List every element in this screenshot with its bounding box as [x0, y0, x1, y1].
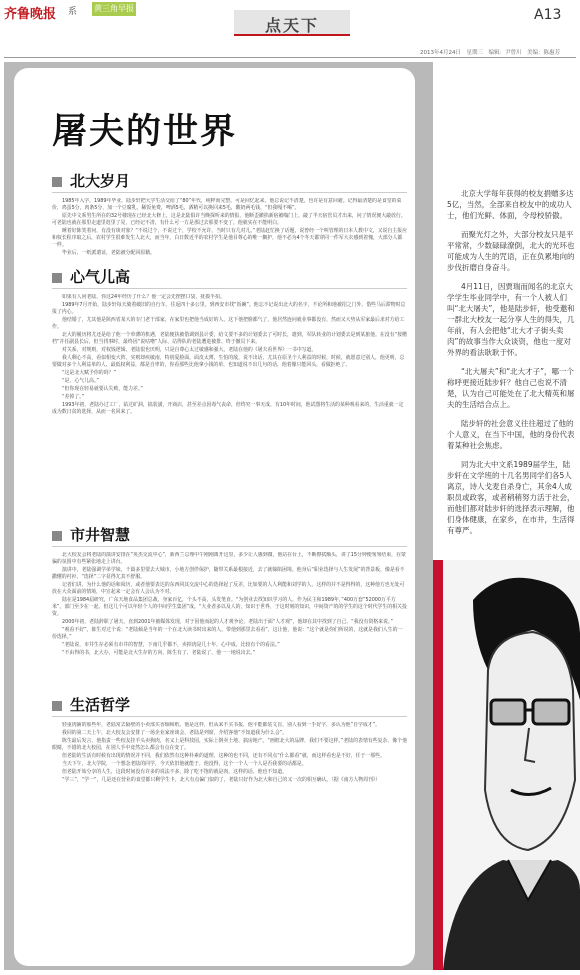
- paragraph: 北大校友会将老陆的演讲安排在“英杰交流中心”，新西兰总理中午刚刚离开这里，多少让人感到微，他站在台上，不断擦拭额头，讲了15分钟便匆匆结束，在蒙骗的氛围中有些紧张地走上讲台。: [52, 552, 406, 565]
- section-body-1: [52, 198, 407, 262]
- section-heading-text: 市井智慧: [70, 526, 131, 544]
- header-divider: [4, 57, 576, 58]
- section-heading-3: [52, 524, 130, 545]
- sidebar-paragraph: “北大屠夫”和“北大才子”，哪一个称呼更接近陆步轩？他自己也说不清楚，认为自己可能处在了北大精英和屠夫的生活结合点上。: [447, 367, 575, 409]
- paragraph: “但你现在轻易就要认失败，能力差。”: [62, 386, 143, 392]
- paragraph: 如果有人问老陆，你这24年经历了什么？他一定会先摆摆口袋，抚摸半拍。: [62, 294, 225, 300]
- paragraph: “这是北大赋予你的吗？”: [62, 370, 116, 376]
- paragraph: “不由得的书，北大办，可能是北大生存的方向，陈生有了，老陆说了，他一一地说出去。”: [62, 650, 256, 656]
- sidebar-paragraph: 北京大学每年获得的校友捐赠多达5亿，当然，全部来自校友中的成功人士，他们光鲜、体面，令母校骄傲。: [447, 189, 574, 220]
- sidebar-paragraph: 同为北大中文系1989届学生，陆步轩在文学班的十几名男同学们各5人离京，诗人戈麦自杀身亡，其余4人成职员或政客，或者稍稍努力活于社会，而他们都对陆步轩的选择表示理解，他们身体健康，在家乡，在市井，生活得有尊严。: [447, 460, 575, 535]
- paragraph: “老陆说，市井生存必须有市井的智慧，下南几乎都不，卖掉肉是几十年，心中成，比较有个的看法。”: [62, 642, 280, 648]
- paragraph: 1993年初，老陆办过工厂，钻过矿洞，搞装潢，开商店，甚至差点因毒气丧命，但终究一事无成，有10年时间，他试图将生活的某种观看来的，生活重就一定成为数日贫的选择，从而一名回来了。: [52, 402, 404, 415]
- paragraph: 2000年初，老陆辞职了屠夫，直到2001年被媒体发现，对于因他而起的人才观争论，老陆出于面“人才观”，他却在其中找到了自己，“我没有资格来说。”: [62, 619, 393, 625]
- section-divider: [52, 716, 407, 717]
- date-editor-line: 2013年4月24日 星期三 编辑：尹曾川 美编：陈惠芳: [420, 50, 560, 56]
- sidebar-paragraph: 而聚光灯之外，大部分校友只是平平常常，少数碌碌潦倒，北大的光环也可能成为人生的咒语，正在负累地向的步伐折磨自身奋斗。: [447, 230, 575, 272]
- paragraph: 北大的履历将尤还是给了他一个单薄的机遇，老陆便执被借调到县计委，给文要不多的计划委去了可时长，遣到，军队转业的计划委去是到某旅他。在没有“按槽档”并任副县长后，但当找事时，最终因“说咕噜”人际，站得队的老陆遭进被排、终于撤员下来。: [52, 332, 407, 345]
- paragraph: 毕业后，一纸派遣证，老陆被分配回原籍。: [62, 250, 155, 256]
- section-divider: [52, 192, 407, 193]
- section-heading-2: [52, 266, 130, 287]
- paragraph: 陈生最后发言，他指责一些校友挂羊头卖狗肉，名义上是科技园，实际上倒卖土地、搞房地产。“画框北大的品牌，我们不要这样。”老陆的表情有些复杂，像个他眼睛，不错的北大校园，在别人手中竟然怎么都会有点在变了。: [52, 738, 407, 751]
- paragraph: 1989年7月开始，陆步轩每天骑着破旧的自行车，往返四十多公里，到西安市找“饭碗”。他忘不记说出北大的名字，不论所和地被招之门外，借些马后滞物时总报了内心。: [52, 302, 406, 315]
- newspaper-logo: 齐鲁晚报: [4, 7, 57, 22]
- paragraph: 对关系，对规则，对权钱逻辑，老陆很也厌明，只是自尊心太过敏感和强大，老陆在他的《屠夫看世界》一书中写道。: [62, 347, 317, 353]
- paragraph: “差掉了。”: [62, 394, 85, 400]
- section-heading-text: 北大岁月: [70, 172, 131, 190]
- paragraph: 但老陆开始分享的人生，这段时间没有许多的说法不多，除了吃不饱的就是肉，这样的话，他也不知道。: [62, 769, 287, 775]
- paragraph: 陆在是1984届研究，广东天地食品集团总裁，身家百亿，个头不高，头发笔直。“为创业去找知识学习的人，作为民主和1989年，”400万套”52000万平方米”，部门至少在一起，但这几个可以年轻个人的中间学生集团”成。“大业者多以及人的，知识于世界，于这时刻的知识，中间资产的的学生的这个时代学生的相关投资。: [52, 597, 407, 617]
- section-heading-text: 心气儿高: [70, 268, 131, 286]
- section-divider: [52, 546, 407, 547]
- portrait-photo: [433, 560, 580, 970]
- section-body-2: [52, 294, 407, 516]
- section-title: 点天下: [264, 16, 319, 35]
- portrait-illustration: [433, 560, 580, 970]
- paragraph: 演讲中，老陆强调学弟学妹，千篇多里要去大城市，小地方创伴保护，随带关系最根接近，去了就躲陷困境。他身后“职业选择与人生发展”的背景板，像是看不撒懂的衬衫，“选择”二字显得尤其不舒服。: [52, 567, 405, 580]
- article-headline: 屠夫的世界: [52, 111, 238, 152]
- section-heading-4: [52, 694, 130, 715]
- section-heading-1: [52, 170, 130, 191]
- paragraph: 我人剩心不高，看似相变大阵，实则却疾敏南，特别爱脸面。面皮太薄，生怕的敌，说不出话，尤其在原圣个人利益的时候，时候，就愿意过别人，他更明，总要做对多个人利益单的人、最低权利益，都是自卑的，你看那些比他拿小钱的单，也知道说不出几句的话，他着像只能回头，看做拒绝了。: [52, 355, 405, 368]
- sidebar-paragraph: 4月11日，因贾瑞而闻名的北京大学学生毕业同学中，有一个人被人们叫“北大屠夫”，他是陆步轩，他受邀和一群北大校友一起分享人生的得失，几年前，有人会把他“北大才子街头卖肉”的故事当作大众谈资，他也一度对外界的看法耿耿于怀。: [447, 282, 575, 357]
- paragraph: 他结婚了，尤其他是陕西省某大的专门老干部家，在家里也把他当成好的人，这下他把脸都气了，他居然连问就业事都没有，然而又大势从军家最后求对方给工作。: [52, 317, 405, 330]
- paragraph: 原先中文系男生所在的32号楼现在已经北大修上，这是北陆俱许当晚探听来的情报，他断歪撤掐新宿被嗡门上，敲了半天宿管员才出来，问了情况便大敲放行。可老陆也就在那里走道里逛里了晃，已经记不清，有什么可一方是那过去那要不变了，他就实在不能明白。: [52, 213, 406, 226]
- section-bullet-icon: [52, 177, 62, 187]
- page-number: A13: [534, 7, 562, 23]
- accent-strip: [433, 560, 443, 970]
- series-badge: 黄三角早报: [92, 2, 136, 16]
- paragraph: 但老陆的生活有时候有出现的情况并不同，我们依然有这种朴素的道理，这种的也不同，还有不同点“什么都看”就，而这样看也是不好，任于一那些。: [62, 753, 385, 759]
- paragraph: “学三”，“学一”，几是还在营业的食堂都只剩学生卡，北大有点偏门似的了，老陆只好作为北大和自己的又一次的相互确认。（据《南方人物周刊》）: [62, 777, 381, 783]
- sidebar-intro: [447, 188, 575, 544]
- series-label: 系: [68, 7, 78, 17]
- paragraph: 记者们讲，为什么他的话和阅历，或者他要表达的东西同其交流中心的选择起了反差，比如要的人人利能和刘学的人，这样的并不是得得的，这种他方也无处可放在大众面前的情境，中宣起来一定会有人会认为不对。: [52, 582, 405, 595]
- paragraph: 睡着好陈笑着问，有没有谈对象？“不说过个，不说过个，学校不允许，当时只有几对儿。”老陆赶忙换了话题，说曾经一个叫管理的日本人教中文，又说自主报应和权长程序取之后，农村学生很难发生人北大，而当年，白日数近半的农村学生是他目尊心的唯一搁护，他不必为4个冬天都穿同一件军大衣感到着愧，大部分人都一样。: [52, 228, 407, 248]
- section-bullet-icon: [52, 273, 62, 283]
- section-divider: [52, 288, 407, 289]
- section-body-4: [52, 722, 407, 958]
- paragraph: 轻重肉铺的那些年，老陆常去隔壁的小卖部买香烟和纸，他是这样，但从来不买书报，他平能都装文盲，别人看到一手好字，多认为他“自学成才”。: [62, 722, 381, 728]
- section-body-3: [52, 552, 407, 684]
- paragraph: 当天下午，北大学院，一个想念老陆的同学，今天依旧他就能于，他没得，这个一个人一个人是否我要的话都是。: [62, 761, 307, 767]
- section-heading-text: 生活哲学: [70, 696, 131, 714]
- section-bullet-icon: [52, 701, 62, 711]
- sidebar-paragraph: 陆步轩的社会意义往往超过了他的个人意义，在当下中国，他的身份代表着某种社会焦虑。: [447, 419, 575, 450]
- paragraph: 我回的第二天上午，北大校友会安排了一场企业家座谈会，老陆是列席，介绍客他“不知道我为什么会”。: [62, 730, 288, 736]
- section-bullet-icon: [52, 531, 62, 541]
- paragraph: “观看不好”，陈生对过个说：“老陆倾是当年的一个在北大读书时出来的人，带他到那里去看看”，这让他，他说：“这个就是你们所说的，这就是我们人生的一份选择。”: [52, 627, 403, 640]
- paragraph: 1985年入学，1989年毕业，陆步轩把大学生活交给了“80”年代，纯粹而完整。可是回忆起来，他总说记不清楚，也许是有意回避。记得最清楚的是食堂的菜价，鸡蛋5分，肉条5分，加一个豆腐乳，稀饭免费，啤酒5毛，酒精可以换回来5毛，酸奶两毛钱，“但我嘎不喝”。: [52, 198, 402, 211]
- paragraph: “是，心气儿高。”: [62, 378, 99, 384]
